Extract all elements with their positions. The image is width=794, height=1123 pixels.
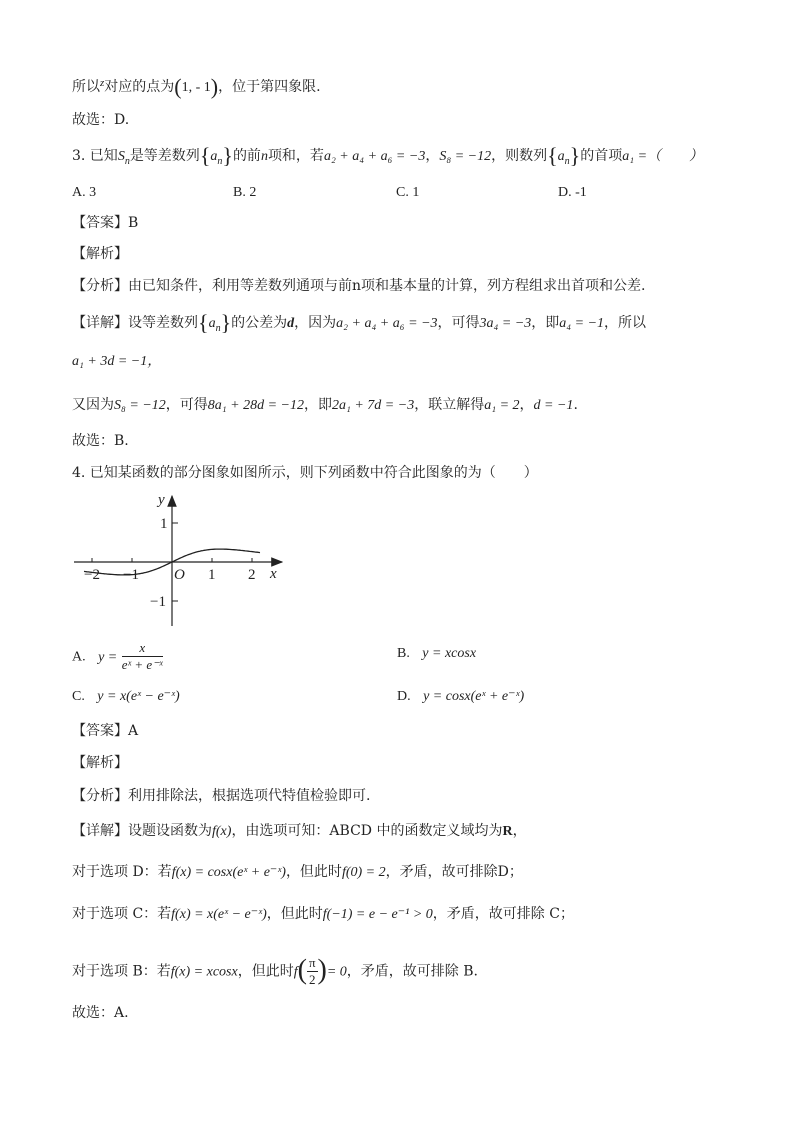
text: ，矛盾，故可排除 B. [346,963,478,980]
text: 【详解】设题设函数为 [72,823,212,839]
text: ，由选项可知：ABCD 中的函数定义域均为 [231,823,503,839]
text: ，但此时 [237,963,294,980]
q4-detail-option-b [72,955,478,988]
label: B. [397,646,410,661]
reals-symbol: R [502,824,513,839]
var-a: a [210,149,218,164]
x-tick-label: −2 [84,567,100,583]
denominator: 2 [308,972,316,987]
text: ， [512,823,527,839]
q4-option-b [397,643,476,664]
text: ， [425,148,440,164]
q4-answer-tag: 【答案】A [72,723,139,739]
q3-detail-line-3 [72,395,578,416]
paren-left: ( [174,74,182,99]
text: 项和，若 [267,148,324,164]
brace-left: { [198,310,209,335]
math: f(x) = x(eˣ − e⁻ˣ) [171,907,267,922]
text: ，所以 [604,315,647,331]
var-d: d [287,316,295,331]
var-S: S [117,149,125,164]
x-axis-label: x [270,566,277,582]
text: ，但此时 [285,864,342,880]
q3-detail-line-2: a₁ + 3d = −1， [72,354,162,369]
var-z: z [100,77,105,89]
x-tick-label: 1 [208,567,216,583]
q3-detail-line-1 [72,310,647,339]
math: y = xcosx [422,646,477,661]
text: ，因为 [294,315,337,331]
math: d = −1 [533,398,574,413]
q2-conclusion-line [72,73,321,98]
sub-n: n [215,323,221,334]
math: S₈ = −12 [114,398,166,413]
y-tick-label: −1 [150,594,166,610]
math: y = [98,649,118,665]
math: f(x) = cosx(eˣ + e⁻ˣ) [171,865,286,880]
brace-left: { [199,143,211,168]
y-tick-label: 1 [160,516,168,532]
q3-analysis-tag: 【解析】 [72,246,128,262]
math: y = x(eˣ − e⁻ˣ) [97,689,180,704]
q3-analysis: 【分析】由已知条件，利用等差数列通项与前n项和基本量的计算，列方程组求出首项和公差. [72,278,646,294]
text: 的首项 [580,148,623,164]
q3-option-c: C. 1 [396,185,420,200]
text: ，位于第四象限. [218,79,321,95]
math-f: f [293,964,298,980]
q4-analysis: 【分析】利用排除法，根据选项代特值检验即可. [72,788,371,804]
denominator: eˣ + e⁻ˣ [121,657,163,672]
math: f(−1) = e − e⁻¹ > 0 [322,907,433,922]
math: f(0) = 2 [341,865,386,880]
brace-left: { [547,143,558,168]
numerator: π [308,955,316,970]
var-a: a [557,149,565,164]
text: 对于选项 C：若 [72,906,172,922]
text: 的公差为 [231,315,288,331]
a1-blank: a₁ =（ ） [622,149,704,164]
text: 【详解】设等差数列 [72,315,198,331]
text: 的前 [232,148,261,164]
q3-option-a: A. 3 [72,185,97,200]
q2-answer: 故选：D. [72,112,130,128]
condition-1: a₂ + a₄ + a₆ = −3 [323,149,426,164]
paren-left: ( [297,954,307,986]
q4-detail-option-d [72,862,523,883]
q4-analysis-tag: 【解析】 [72,755,128,771]
text: . [573,397,578,413]
paren-right: ) [317,954,327,986]
numerator: x [122,640,163,657]
y-axis-label: y [158,492,165,508]
text: 3. 已知 [72,148,118,164]
point-coords: 1, - 1 [181,80,211,95]
math: f(x) [212,824,232,839]
q3-answer: 故选：B. [72,433,129,449]
sub-n: n [564,156,570,167]
text: ，矛盾，故可排除 C； [432,906,574,922]
math: y = cosx(eˣ + e⁻ˣ) [423,689,525,704]
text: ，可得 [165,397,208,413]
text: ，可得 [437,315,480,331]
text: ，但此时 [266,906,323,922]
label: C. [72,689,85,704]
text: ，即 [531,315,560,331]
text: ，即 [303,397,332,413]
label: A. [72,649,86,665]
text: ， [519,397,534,413]
q4-detail-line-1 [72,821,527,842]
math: 2a₁ + 7d = −3 [331,398,415,413]
fraction [122,640,163,673]
text: 对于选项 B：若 [72,963,171,980]
sub-n: n [124,156,130,167]
q4-detail-option-c [72,904,574,925]
math: = 0 [326,964,347,980]
q3-answer-tag: 【答案】B [72,215,139,231]
text: 又因为 [72,397,114,413]
brace-right: } [220,310,232,335]
text: 是等差数列 [129,148,200,164]
math: a₂ + a₄ + a₆ = −3 [336,316,438,331]
var-a: a [208,316,216,331]
function-graph [70,490,290,630]
label: D. [397,689,411,704]
q3-stem [72,143,704,172]
text: ，则数列 [491,148,548,164]
fraction-pi-over-2 [307,955,318,988]
x-tick-label: 2 [248,567,256,583]
text: 对应的点为 [104,79,175,95]
math: a₄ = −1 [559,316,605,331]
text: 所以 [72,79,100,95]
brace-right: } [569,143,581,168]
text: ，矛盾，故可排除D； [385,864,523,880]
math: a₁ = 2 [484,398,520,413]
condition-2: S₈ = −12 [439,149,492,164]
x-tick-label: −1 [123,567,139,583]
text: 对于选项 D：若 [72,864,172,880]
sub-n: n [217,156,223,167]
q4-stem: 4. 已知某函数的部分图象如图所示，则下列函数中符合此图象的为（ ） [72,465,538,481]
var-n: n [260,149,268,164]
origin-label: O [174,567,185,583]
math: 3a₄ = −3 [479,316,532,331]
q4-answer: 故选：A. [72,1005,129,1021]
q4-option-a [72,640,163,673]
text: ，联立解得 [414,397,485,413]
math: f(x) = xcosx [170,964,238,980]
q4-option-d [397,686,524,707]
q3-option-d: D. -1 [558,185,587,200]
paren-right: ) [210,74,219,99]
brace-right: } [222,143,233,168]
q3-option-b: B. 2 [233,185,257,200]
math: 8a₁ + 28d = −12 [207,398,304,413]
q4-option-c [72,686,180,707]
